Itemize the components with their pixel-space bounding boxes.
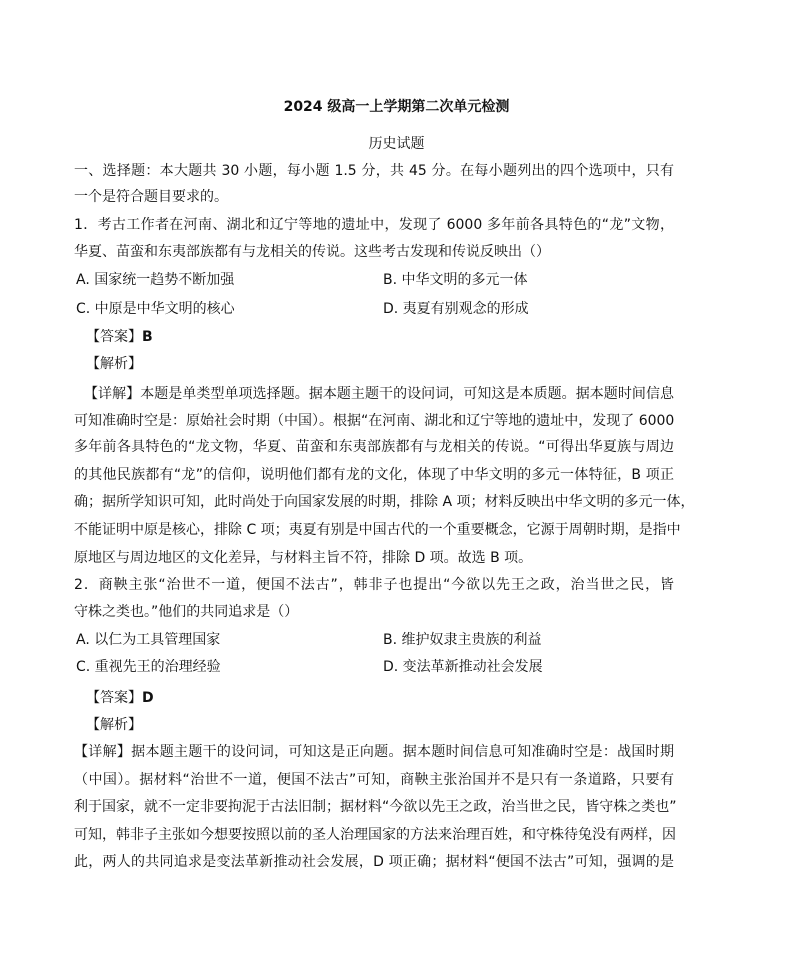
answer-label: 【答案】 bbox=[86, 690, 142, 706]
question-2-detail-line2: （中国）。据材料“治世不一道，便国不法古”可知，商鞅主张治国并不是只有一条道路，只要有 bbox=[74, 772, 674, 788]
exam-title: 2024 级高一上学期第二次单元检测 bbox=[283, 99, 510, 115]
question-1-option-c: C. 中原是中华文明的核心 bbox=[76, 301, 235, 317]
detail-text: 本题是单类型单项选择题。据本题主题干的设问词，可知这是本质题。据本题时间信息 bbox=[140, 386, 675, 402]
question-1-detail-line5: 确；据所学知识可知，此时尚处于向国家发展的时期，排除 A 项；材料反映出中华文明的多元一体， bbox=[74, 494, 695, 510]
question-1-option-a: A. 国家统一趋势不断加强 bbox=[76, 272, 235, 288]
detail-label: 【详解】 bbox=[74, 744, 132, 760]
question-1-detail-line7: 原地区与周边地区的文化差异，与材料主旨不符，排除 D 项。故选 B 项。 bbox=[74, 550, 533, 566]
question-1-option-d: D. 夷夏有别观念的形成 bbox=[383, 301, 529, 317]
question-2-detail-line4: 可知，韩非子主张如今想要按照以前的圣人治理国家的方法来治理百姓，和守株待兔没有两样，因 bbox=[74, 827, 676, 843]
question-1-detail-line3: 多年前各具特色的“龙文物，华夏、苗蛮和东夷部族都有与龙相关的传说。“可得出华夏族与周边 bbox=[74, 439, 674, 455]
question-1-stem-line2: 华夏、苗蛮和东夷部族都有与龙相关的传说。这些考古发现和传说反映出（） bbox=[74, 244, 550, 260]
question-2-answer bbox=[86, 688, 154, 708]
question-1-answer bbox=[86, 327, 153, 347]
exam-subtitle: 历史试题 bbox=[368, 136, 425, 152]
question-1-detail-line6: 不能证明中原是核心，排除 C 项；夷夏有别是中国古代的一个重要概念，它源于周朝时期，是指中 bbox=[74, 522, 681, 538]
question-1-detail-line2: 可知准确时空是：原始社会时期（中国）。根据“在河南、湖北和辽宁等地的遗址中，发现了 6000 bbox=[74, 413, 675, 429]
question-2-detail-line3: 利于国家，就不一定非要拘泥于古法旧制；据材料“今欲以先王之政，治当世之民，皆守株之类也” bbox=[74, 799, 677, 815]
question-2-detail-line1 bbox=[74, 742, 674, 762]
question-1-detail-line4: 的其他民族都有“龙”的信仰，说明他们都有龙的文化，体现了中华文明的多元一体特征，B 项正 bbox=[74, 467, 674, 483]
answer-value: D bbox=[142, 690, 154, 706]
question-2-stem-line1: 2．商鞅主张“治世不一道，便国不法古”，韩非子也提出“今欲以先王之政，治当世之民，皆 bbox=[74, 577, 674, 593]
question-1-option-b: B. 中华文明的多元一体 bbox=[383, 272, 528, 288]
question-1-analysis-label: 【解析】 bbox=[86, 356, 142, 372]
section-instructions-line2: 一个是符合题目要求的。 bbox=[74, 189, 228, 205]
question-1-stem-line1: 1．考古工作者在河南、湖北和辽宁等地的遗址中，发现了 6000 多年前各具特色的“龙”文物， bbox=[74, 217, 674, 233]
question-2-stem-line2: 守株之类也。”他们的共同追求是（） bbox=[74, 604, 299, 620]
question-2-detail-line5: 此，两人的共同追求是变法革新推动社会发展，D 项正确；据材料“便国不法古”可知，强调的是 bbox=[74, 854, 674, 870]
section-instructions-line1: 一、选择题：本大题共 30 小题，每小题 1.5 分，共 45 分。在每小题列出的四个选项中，只有 bbox=[74, 163, 674, 179]
answer-label: 【答案】 bbox=[86, 329, 142, 345]
question-1-detail-line1 bbox=[84, 384, 674, 404]
detail-text: 据本题主题干的设问词，可知这是正向题。据本题时间信息可知准确时空是：战国时期 bbox=[131, 744, 674, 760]
question-2-analysis-label: 【解析】 bbox=[86, 717, 142, 733]
question-2-option-d: D. 变法革新推动社会发展 bbox=[383, 659, 543, 675]
question-2-option-b: B. 维护奴隶主贵族的利益 bbox=[383, 632, 542, 648]
detail-label: 【详解】 bbox=[84, 386, 141, 402]
question-2-option-a: A. 以仁为工具管理国家 bbox=[76, 632, 221, 648]
question-2-option-c: C. 重视先王的治理经验 bbox=[76, 659, 221, 675]
answer-value: B bbox=[142, 329, 153, 345]
